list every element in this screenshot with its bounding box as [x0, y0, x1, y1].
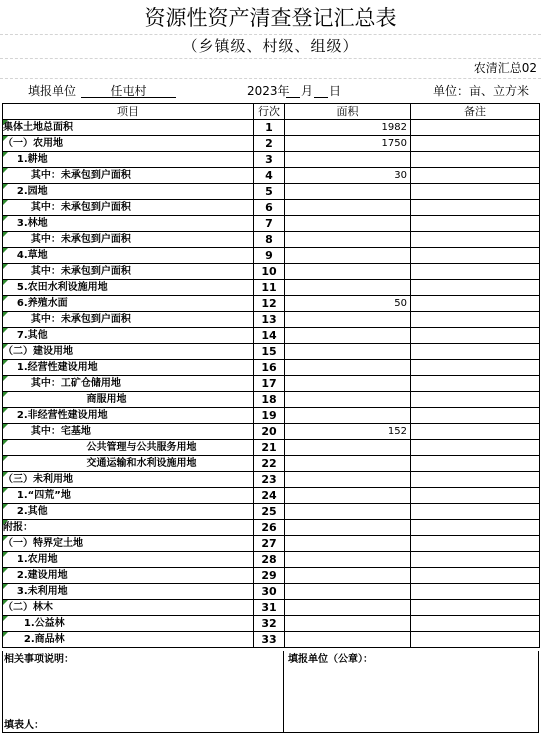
row-number-cell[interactable]: 19 — [254, 408, 285, 424]
table-row — [3, 392, 540, 408]
preparer-label: 填表人： — [4, 720, 44, 731]
row-item-cell[interactable] — [3, 536, 254, 552]
row-note-cell[interactable] — [411, 392, 540, 408]
row-number-cell[interactable]: 21 — [254, 440, 285, 456]
row-item-cell[interactable] — [3, 200, 254, 216]
cell-marker-icon — [3, 552, 8, 557]
cell-marker-icon — [3, 632, 8, 637]
row-note-cell[interactable] — [411, 568, 540, 584]
row-number-cell[interactable]: 27 — [254, 536, 285, 552]
row-item-label: 附报： — [3, 522, 33, 533]
row-item-label: 1.“四荒”地 — [3, 490, 71, 501]
filler-info-row — [0, 82, 541, 100]
table-body — [3, 120, 540, 648]
cell-marker-icon — [3, 280, 8, 285]
row-item-cell[interactable] — [3, 584, 254, 600]
row-item-cell[interactable] — [3, 568, 254, 584]
row-number-cell[interactable]: 1 — [254, 120, 285, 136]
row-number-cell[interactable]: 33 — [254, 632, 285, 648]
row-item-cell[interactable] — [3, 456, 254, 472]
row-number-cell[interactable]: 2 — [254, 136, 285, 152]
cell-marker-icon — [3, 504, 8, 509]
table-row — [3, 584, 540, 600]
row-area-cell[interactable] — [285, 616, 411, 632]
cell-marker-icon — [3, 488, 8, 493]
table-row — [3, 296, 540, 312]
row-number-cell[interactable]: 11 — [254, 280, 285, 296]
row-item-label: 其中：未承包到户面积 — [3, 170, 131, 181]
row-item-label: 2.建设用地 — [3, 570, 68, 581]
column-header-row-no: 行次 — [254, 104, 285, 120]
row-item-label: （一）特界定土地 — [3, 538, 83, 549]
footer-divider — [283, 651, 284, 733]
row-item-cell[interactable] — [3, 440, 254, 456]
row-item-cell[interactable] — [3, 280, 254, 296]
row-area-cell[interactable] — [285, 632, 411, 648]
row-item-label: 6.养殖水面 — [3, 298, 68, 309]
row-area-cell[interactable] — [285, 408, 411, 424]
report-subtitle: （乡镇级、村级、组级） — [182, 37, 359, 55]
row-item-cell[interactable] — [3, 408, 254, 424]
cell-marker-icon — [3, 216, 8, 221]
row-area-cell[interactable] — [285, 344, 411, 360]
row-item-cell[interactable] — [3, 424, 254, 440]
row-item-label: 1.经营性建设用地 — [3, 362, 98, 373]
column-header-note: 备注 — [411, 104, 540, 120]
row-area-cell[interactable] — [285, 184, 411, 200]
row-note-cell[interactable] — [411, 120, 540, 136]
row-area-cell[interactable] — [285, 456, 411, 472]
cell-marker-icon — [3, 376, 8, 381]
table-row — [3, 536, 540, 552]
row-number-cell[interactable]: 5 — [254, 184, 285, 200]
row-note-cell[interactable] — [411, 552, 540, 568]
row-item-label: 3.林地 — [3, 218, 48, 229]
row-area-cell[interactable]: 30 — [285, 168, 411, 184]
table-row — [3, 232, 540, 248]
row-area-cell[interactable] — [285, 312, 411, 328]
row-item-cell[interactable] — [3, 600, 254, 616]
row-item-label: 集体土地总面积 — [3, 122, 73, 133]
row-number-cell[interactable]: 25 — [254, 504, 285, 520]
table-row — [3, 216, 540, 232]
row-item-label: （三）未利用地 — [3, 474, 73, 485]
row-number-cell[interactable]: 30 — [254, 584, 285, 600]
row-item-cell[interactable] — [3, 472, 254, 488]
table-row — [3, 520, 540, 536]
cell-marker-icon — [3, 408, 8, 413]
row-item-cell[interactable] — [3, 520, 254, 536]
row-area-cell[interactable] — [285, 520, 411, 536]
row-area-cell[interactable] — [285, 600, 411, 616]
cell-marker-icon — [3, 232, 8, 237]
cell-marker-icon — [3, 328, 8, 333]
row-item-cell[interactable] — [3, 552, 254, 568]
row-note-cell[interactable] — [411, 136, 540, 152]
row-item-cell[interactable] — [3, 376, 254, 392]
row-item-label: 其中：工矿仓储用地 — [3, 378, 121, 389]
row-number-cell[interactable]: 3 — [254, 152, 285, 168]
row-item-label: 公共管理与公共服务用地 — [3, 442, 197, 453]
row-area-cell[interactable] — [285, 248, 411, 264]
row-item-cell[interactable] — [3, 216, 254, 232]
row-item-label: 3.未利用地 — [3, 586, 68, 597]
table-row — [3, 264, 540, 280]
row-item-label: 1.公益林 — [3, 618, 65, 629]
row-area-cell[interactable] — [285, 328, 411, 344]
table-row — [3, 456, 540, 472]
cell-marker-icon — [3, 296, 8, 301]
table-row — [3, 248, 540, 264]
row-area-cell[interactable]: 152 — [285, 424, 411, 440]
row-number-cell[interactable]: 14 — [254, 328, 285, 344]
row-note-cell[interactable] — [411, 312, 540, 328]
table-row — [3, 488, 540, 504]
row-item-cell[interactable] — [3, 504, 254, 520]
row-item-cell[interactable] — [3, 120, 254, 136]
row-number-cell[interactable]: 9 — [254, 248, 285, 264]
row-item-label: 2.其他 — [3, 506, 48, 517]
row-item-cell[interactable] — [3, 488, 254, 504]
row-note-cell[interactable] — [411, 488, 540, 504]
row-item-label: 其中：宅基地 — [3, 426, 91, 437]
day-blank[interactable] — [314, 83, 328, 98]
table-row — [3, 312, 540, 328]
row-item-label: 其中：未承包到户面积 — [3, 314, 131, 325]
table-row — [3, 552, 540, 568]
row-item-cell[interactable] — [3, 632, 254, 648]
cell-marker-icon — [3, 168, 8, 173]
row-note-cell[interactable] — [411, 232, 540, 248]
row-item-cell[interactable] — [3, 184, 254, 200]
form-code: 农清汇总02 — [473, 61, 537, 75]
row-note-cell[interactable] — [411, 344, 540, 360]
cell-marker-icon — [3, 152, 8, 157]
cell-marker-icon — [3, 392, 8, 397]
row-note-cell[interactable] — [411, 376, 540, 392]
row-item-label: 其中：未承包到户面积 — [3, 202, 131, 213]
cell-marker-icon — [3, 584, 8, 589]
row-note-cell[interactable] — [411, 616, 540, 632]
report-year: 2023年 — [247, 84, 290, 98]
table-row — [3, 504, 540, 520]
row-item-cell[interactable] — [3, 136, 254, 152]
row-area-cell[interactable]: 1750 — [285, 136, 411, 152]
row-item-cell[interactable] — [3, 344, 254, 360]
row-area-cell[interactable] — [285, 440, 411, 456]
row-item-label: 2.园地 — [3, 186, 48, 197]
cell-marker-icon — [3, 136, 8, 141]
row-item-label: 1.耕地 — [3, 154, 48, 165]
table-row — [3, 632, 540, 648]
row-item-label: 1.农用地 — [3, 554, 58, 565]
asset-summary-table — [2, 103, 540, 648]
table-row — [3, 280, 540, 296]
row-item-label: 4.草地 — [3, 250, 48, 261]
row-note-cell[interactable] — [411, 360, 540, 376]
row-area-cell[interactable] — [285, 552, 411, 568]
row-item-label: （一）农用地 — [3, 138, 63, 149]
row-item-label: 其中：未承包到户面积 — [3, 234, 131, 245]
row-item-cell[interactable] — [3, 152, 254, 168]
row-note-cell[interactable] — [411, 328, 540, 344]
cell-marker-icon — [3, 440, 8, 445]
row-number-cell[interactable]: 4 — [254, 168, 285, 184]
table-row — [3, 440, 540, 456]
row-number-cell[interactable]: 13 — [254, 312, 285, 328]
row-area-cell[interactable] — [285, 232, 411, 248]
cell-marker-icon — [3, 200, 8, 205]
seal-label: 填报单位（公章）： — [288, 654, 373, 665]
table-row — [3, 184, 540, 200]
notes-label: 相关事项说明： — [4, 654, 74, 665]
row-area-cell[interactable] — [285, 152, 411, 168]
table-row — [3, 408, 540, 424]
cell-marker-icon — [3, 472, 8, 477]
unit-label: 单位：亩、立方米 — [433, 84, 530, 98]
row-item-cell[interactable] — [3, 296, 254, 312]
row-number-cell[interactable]: 7 — [254, 216, 285, 232]
row-item-cell[interactable] — [3, 264, 254, 280]
table-row — [3, 328, 540, 344]
cell-marker-icon — [3, 264, 8, 269]
row-note-cell[interactable] — [411, 632, 540, 648]
cell-marker-icon — [3, 456, 8, 461]
cell-marker-icon — [3, 424, 8, 429]
table-row — [3, 360, 540, 376]
row-number-cell[interactable]: 32 — [254, 616, 285, 632]
cell-marker-icon — [3, 120, 8, 125]
row-note-cell[interactable] — [411, 424, 540, 440]
table-row — [3, 136, 540, 152]
month-blank[interactable] — [286, 83, 300, 98]
row-note-cell[interactable] — [411, 280, 540, 296]
row-number-cell[interactable]: 28 — [254, 552, 285, 568]
row-number-cell[interactable]: 31 — [254, 600, 285, 616]
cell-marker-icon — [3, 600, 8, 605]
row-area-cell[interactable] — [285, 536, 411, 552]
row-number-cell[interactable]: 29 — [254, 568, 285, 584]
row-number-cell[interactable]: 16 — [254, 360, 285, 376]
row-item-cell[interactable] — [3, 232, 254, 248]
row-item-label: 7.其他 — [3, 330, 48, 341]
footer-block — [2, 651, 539, 733]
gridline — [0, 58, 541, 59]
row-item-label: 2.非经营性建设用地 — [3, 410, 108, 421]
row-note-cell[interactable] — [411, 296, 540, 312]
column-header-area: 面积 — [285, 104, 411, 120]
row-number-cell[interactable]: 15 — [254, 344, 285, 360]
row-area-cell[interactable] — [285, 360, 411, 376]
row-note-cell[interactable] — [411, 216, 540, 232]
row-area-cell[interactable] — [285, 584, 411, 600]
table-header-row — [3, 104, 540, 120]
row-number-cell[interactable]: 6 — [254, 200, 285, 216]
cell-marker-icon — [3, 520, 8, 525]
row-number-cell[interactable]: 23 — [254, 472, 285, 488]
row-area-cell[interactable]: 50 — [285, 296, 411, 312]
table-row — [3, 600, 540, 616]
row-item-cell[interactable] — [3, 168, 254, 184]
gridline — [0, 78, 541, 79]
day-label: 日 — [329, 84, 342, 98]
cell-marker-icon — [3, 360, 8, 365]
row-number-cell[interactable]: 18 — [254, 392, 285, 408]
row-area-cell[interactable] — [285, 216, 411, 232]
row-note-cell[interactable] — [411, 440, 540, 456]
column-header-item: 项目 — [3, 104, 254, 120]
cell-marker-icon — [3, 184, 8, 189]
row-item-cell[interactable] — [3, 616, 254, 632]
table-row — [3, 200, 540, 216]
row-note-cell[interactable] — [411, 264, 540, 280]
row-number-cell[interactable]: 8 — [254, 232, 285, 248]
row-area-cell[interactable] — [285, 392, 411, 408]
report-title: 资源性资产清查登记汇总表 — [144, 6, 397, 30]
row-item-label: 5.农田水利设施用地 — [3, 282, 108, 293]
table-row — [3, 152, 540, 168]
row-number-cell[interactable]: 22 — [254, 456, 285, 472]
filler-village: 任屯村 — [110, 84, 147, 98]
row-number-cell[interactable]: 20 — [254, 424, 285, 440]
row-area-cell[interactable]: 1982 — [285, 120, 411, 136]
table-row — [3, 120, 540, 136]
row-item-cell[interactable] — [3, 312, 254, 328]
row-number-cell[interactable]: 12 — [254, 296, 285, 312]
row-item-label: 其中：未承包到户面积 — [3, 266, 131, 277]
row-number-cell[interactable]: 10 — [254, 264, 285, 280]
row-note-cell[interactable] — [411, 536, 540, 552]
row-note-cell[interactable] — [411, 456, 540, 472]
filler-value[interactable] — [81, 83, 176, 98]
row-note-cell[interactable] — [411, 408, 540, 424]
row-item-cell[interactable] — [3, 328, 254, 344]
row-area-cell[interactable] — [285, 200, 411, 216]
row-item-cell[interactable] — [3, 392, 254, 408]
table-row — [3, 472, 540, 488]
row-area-cell[interactable] — [285, 504, 411, 520]
cell-marker-icon — [3, 616, 8, 621]
cell-marker-icon — [3, 568, 8, 573]
cell-marker-icon — [3, 536, 8, 541]
month-label: 月 — [301, 84, 314, 98]
row-note-cell[interactable] — [411, 600, 540, 616]
row-item-label: 交通运输和水利设施用地 — [3, 458, 197, 469]
table-row — [3, 424, 540, 440]
row-area-cell[interactable] — [285, 264, 411, 280]
row-item-label: 2.商品林 — [3, 634, 65, 645]
row-area-cell[interactable] — [285, 472, 411, 488]
filler-label: 填报单位 — [28, 84, 77, 98]
row-area-cell[interactable] — [285, 568, 411, 584]
row-note-cell[interactable] — [411, 200, 540, 216]
table-row — [3, 344, 540, 360]
row-number-cell[interactable]: 26 — [254, 520, 285, 536]
row-number-cell[interactable]: 24 — [254, 488, 285, 504]
row-number-cell[interactable]: 17 — [254, 376, 285, 392]
row-area-cell[interactable] — [285, 488, 411, 504]
table-row — [3, 616, 540, 632]
cell-marker-icon — [3, 248, 8, 253]
row-note-cell[interactable] — [411, 472, 540, 488]
row-note-cell[interactable] — [411, 520, 540, 536]
cell-marker-icon — [3, 312, 8, 317]
row-note-cell[interactable] — [411, 584, 540, 600]
row-note-cell[interactable] — [411, 248, 540, 264]
row-item-label: （二）林木 — [3, 602, 53, 613]
row-note-cell[interactable] — [411, 168, 540, 184]
table-row — [3, 376, 540, 392]
cell-marker-icon — [3, 344, 8, 349]
row-note-cell[interactable] — [411, 504, 540, 520]
row-area-cell[interactable] — [285, 280, 411, 296]
row-item-cell[interactable] — [3, 360, 254, 376]
row-area-cell[interactable] — [285, 376, 411, 392]
table-row — [3, 568, 540, 584]
row-note-cell[interactable] — [411, 152, 540, 168]
row-note-cell[interactable] — [411, 184, 540, 200]
row-item-cell[interactable] — [3, 248, 254, 264]
table-row — [3, 168, 540, 184]
row-item-label: （二）建设用地 — [3, 346, 73, 357]
row-item-label: 商服用地 — [3, 394, 127, 405]
